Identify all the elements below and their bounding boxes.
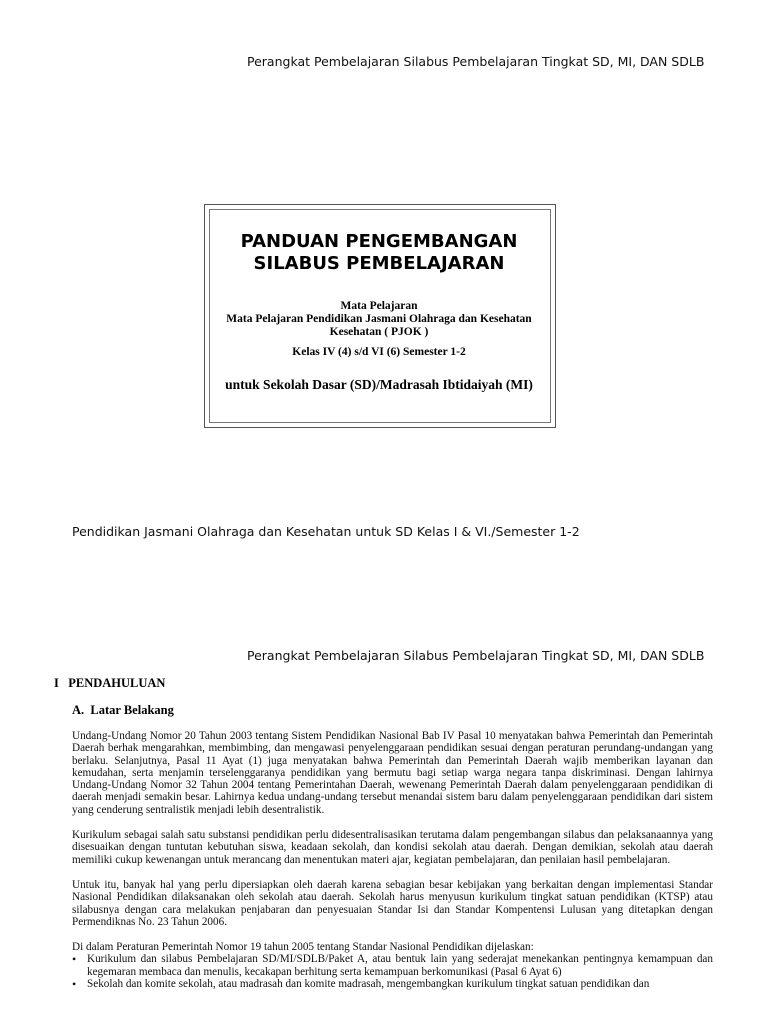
cover-title-line1: PANDUAN PENGEMBANGAN <box>240 231 518 252</box>
cover-title-line2: SILABUS PEMBELAJARAN <box>253 253 505 274</box>
bullet-icon: • <box>72 952 77 967</box>
cover-class-info: Kelas IV (4) s/d VI (6) Semester 1-2 <box>292 346 466 358</box>
bullet-text: Sekolah dan komite sekolah, atau madrasah dan komite madrasah, mengembangkan kurikulum tingkat satuan pendidikan dan <box>87 978 650 991</box>
list-item <box>72 953 713 978</box>
bullet-icon: • <box>72 977 77 992</box>
paragraph-4: Di dalam Peraturan Pemerintah Nomor 19 tahun 2005 tentang Standar Nasional Pendidikan dijelaskan: <box>72 941 534 954</box>
paragraph-2: Kurikulum sebagai salah satu substansi pendidikan perlu didesentralisasikan terutama dalam pengembangan silabus dan pelaksanaannya yang disesuaikan dengan tuntutan kebutuhan siswa, keadaan sekolah, dan kondisi sekolah atau daerah. Dengan demikian, sekolah atau daerah memiliki cukup kewenangan untuk merancang dan menentukan materi ajar, kegiatan pembelajaran, dan penilaian hasil pembelajaran. <box>72 829 713 866</box>
paragraph-3: Untuk itu, banyak hal yang perlu dipersiapkan oleh daerah karena sebagian besar kebijakan yang berkaitan dengan implementasi Standar Nasional Pendidikan dilaksanakan oleh sekolah atau daerah. Sekolah harus menyusun kurikulum tingkat satuan pendidikan (KTSP) atau silabusnya dengan cara melakukan penjabaran dan penyesuaian Standar Isi dan Standar Kompentensi Lulusan yang ditetapkan dengan Permendiknas No. 23 Tahun 2006. <box>72 878 713 928</box>
list-item <box>72 978 713 990</box>
cover-school: untuk Sekolah Dasar (SD)/Madrasah Ibtidaiyah (MI) <box>225 377 533 392</box>
subsection-heading: A. Latar Belakang <box>72 703 174 717</box>
page-footer: Pendidikan Jasmani Olahraga dan Kesehatan untuk SD Kelas I & VI./Semester 1-2 <box>72 524 580 539</box>
section-heading: I PENDAHULUAN <box>54 676 166 690</box>
cover-title <box>209 231 549 275</box>
page-header: Perangkat Pembelajaran Silabus Pembelajaran Tingkat SD, MI, DAN SDLB <box>247 54 705 69</box>
cover-subject-line1: Mata Pelajaran Pendidikan Jasmani Olahraga dan Kesehatan <box>226 313 532 325</box>
page2-header: Perangkat Pembelajaran Silabus Pembelajaran Tingkat SD, MI, DAN SDLB <box>247 648 705 663</box>
paragraph-1: Undang-Undang Nomor 20 Tahun 2003 tentang Sistem Pendidikan Nasional Bab IV Pasal 10 menyatakan bahwa Pemerintah dan Pemerintah Daerah berhak mengarahkan, membimbing, dan mengawasi penyelenggaraan pendidikan sesuai dengan peraturan perundang-undangan yang berlaku. Selanjutnya, Pasal 11 Ayat (1) juga menyatakan bahwa Pemerintah dan Pemerintah Daerah wajib memberikan layanan dan kemudahan, serta menjamin terselenggaranya pendidikan yang bermutu bagi setiap warga negara tanpa diskriminasi. Dengan lahirnya Undang-Undang Nomor 32 Tahun 2004 tentang Pemerintahan Daerah, wewenang Pemerintah Daerah dalam penyelenggaraan pendidikan di daerah menjadi semakin besar. Lahirnya kedua undang-undang tersebut menandai sistem baru dalam penyelenggaraan pendidikan dari sistem yang cenderung sentralistik menjadi lebih desentralistik. <box>72 730 713 816</box>
bullet-list <box>72 953 713 990</box>
cover-box <box>209 209 549 393</box>
bullet-text: Kurikulum dan silabus Pembelajaran SD/MI/SDLB/Paket A, atau bentuk lain yang sederajat menekankan pentingnya kemampuan dan kegemaran membaca dan menulis, kecakapan berhitung serta kemampuan berkomunikasi (Pasal 6 Ayat 6) <box>87 953 713 978</box>
cover-subject-label: Mata Pelajaran <box>340 300 418 312</box>
cover-subject-line2: Kesehatan ( PJOK ) <box>329 326 429 338</box>
body-text <box>72 730 713 990</box>
